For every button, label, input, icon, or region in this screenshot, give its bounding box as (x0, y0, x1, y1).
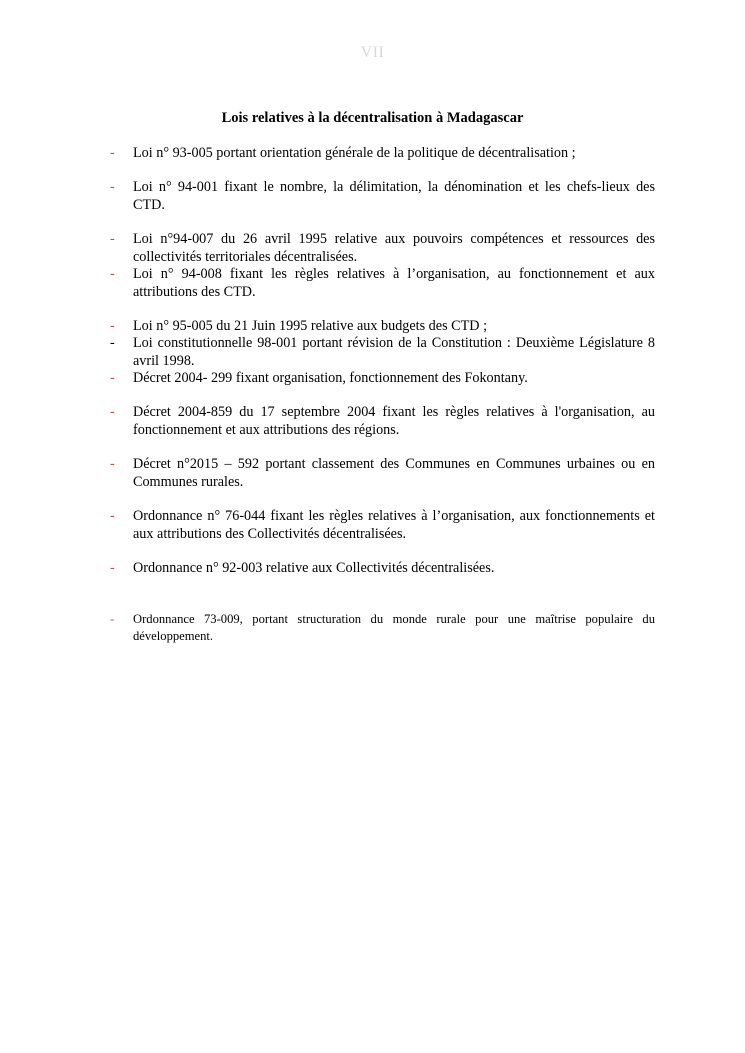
list-item-text: Loi n° 93-005 portant orientation générale de la politique de décentralisation ; (133, 145, 576, 161)
list-bullet: - (110, 179, 115, 195)
list-bullet: - (110, 612, 115, 626)
list-item (110, 335, 655, 370)
list-item (110, 266, 655, 301)
list-bullet: - (110, 508, 115, 524)
list-item (110, 370, 655, 388)
list-bullet: - (110, 335, 115, 351)
list-item (110, 231, 655, 266)
list-item-text: Ordonnance n° 76-044 fixant les règles relatives à l’organisation, aux fonctionnements et aux attributions des Collectivités décentralisées. (133, 508, 655, 542)
list-item (110, 611, 655, 644)
list-item (110, 508, 655, 543)
list-item-text: Loi constitutionnelle 98-001 portant révision de la Constitution : Deuxième Législature 8 avril 1998. (133, 335, 655, 369)
list-item-text: Ordonnance n° 92-003 relative aux Collectivités décentralisées. (133, 560, 495, 576)
list-bullet: - (110, 231, 115, 247)
list-bullet: - (110, 318, 115, 334)
list-bullet: - (110, 456, 115, 472)
document-title: Lois relatives à la décentralisation à Madagascar (221, 110, 524, 126)
list-bullet: - (110, 266, 115, 282)
list-item (110, 404, 655, 439)
list-bullet: - (110, 404, 115, 420)
list-item (110, 560, 655, 578)
list-item-text: Décret n°2015 – 592 portant classement des Communes en Communes urbaines ou en Communes rurales. (133, 456, 655, 490)
page-number: VII (360, 44, 385, 61)
list-item-text: Loi n° 95-005 du 21 Juin 1995 relative aux budgets des CTD ; (133, 318, 488, 334)
list-item-text: Décret 2004- 299 fixant organisation, fonctionnement des Fokontany. (133, 370, 528, 386)
list-item (110, 145, 655, 163)
list-bullet: - (110, 145, 115, 161)
list-item-text: Ordonnance 73-009, portant structuration du monde rurale pour une maîtrise populaire du développement. (133, 612, 655, 643)
list-item-text: Loi n° 94-008 fixant les règles relatives à l’organisation, au fonctionnement et aux attributions des CTD. (133, 266, 655, 300)
list-item-text: Décret 2004-859 du 17 septembre 2004 fixant les règles relatives à l'organisation, au fonctionnement et aux attributions des régions. (133, 404, 655, 438)
list-bullet: - (110, 560, 115, 576)
list-item-text: Loi n° 94-001 fixant le nombre, la délimitation, la dénomination et les chefs-lieux des CTD. (133, 179, 655, 213)
list-bullet: - (110, 370, 115, 386)
list-item (110, 318, 655, 336)
list-item (110, 456, 655, 491)
list-item (110, 179, 655, 214)
list-item-text: Loi n°94-007 du 26 avril 1995 relative aux pouvoirs compétences et ressources des collectivités territoriales décentralisées. (133, 231, 655, 265)
